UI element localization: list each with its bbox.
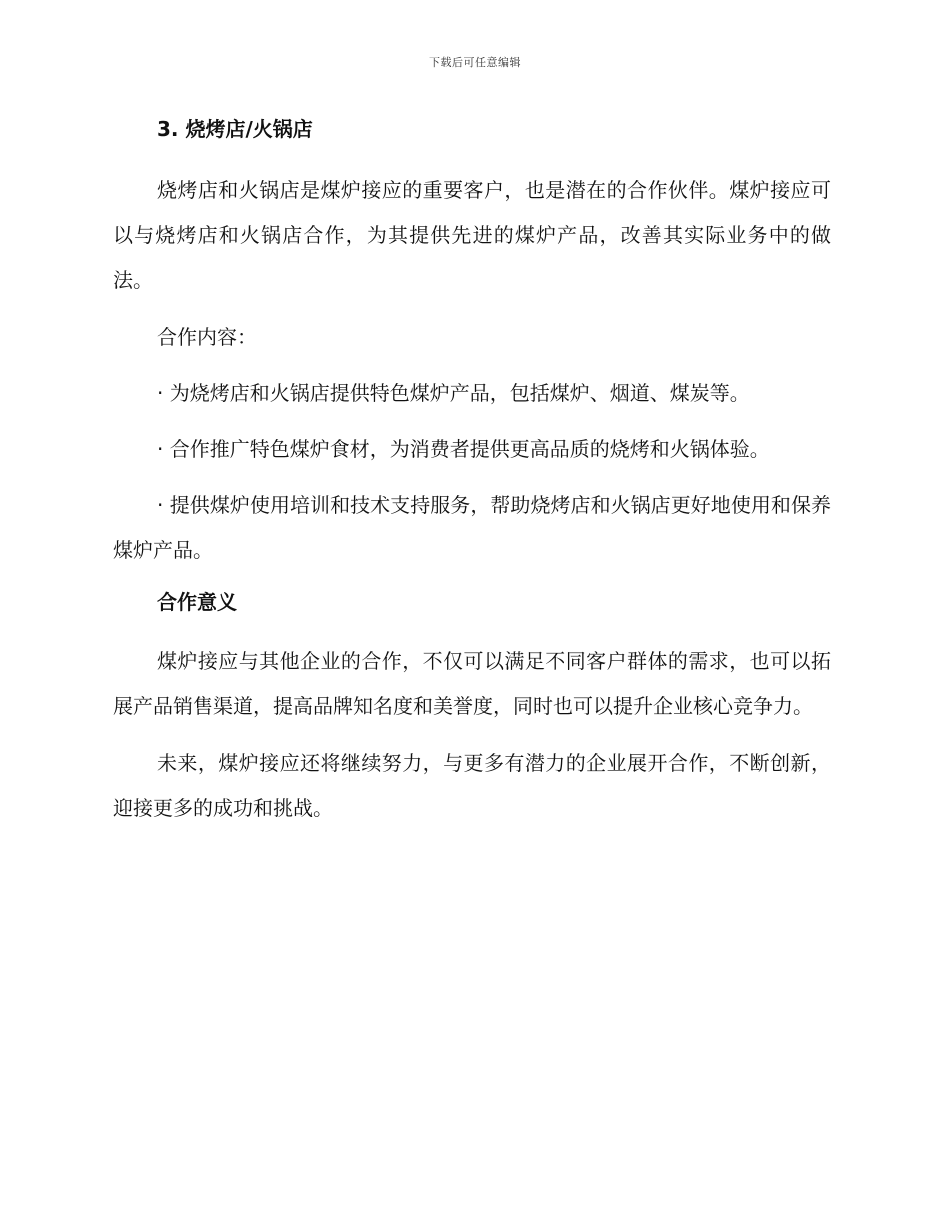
document-body	[113, 112, 831, 843]
future-paragraph: 未来，煤炉接应还将继续努力，与更多有潜力的企业展开合作，不断创新，迎接更多的成功和挑战。	[113, 751, 831, 820]
significance-paragraph: 煤炉接应与其他企业的合作，不仅可以满足不同客户群体的需求，也可以拓展产品销售渠道，提高品牌知名度和美誉度，同时也可以提升企业核心竞争力。	[113, 649, 831, 718]
significance-title: 合作意义	[157, 590, 237, 614]
cooperation-content-label: 合作内容：	[157, 325, 257, 349]
list-item: · 为烧烤店和火锅店提供特色煤炉产品，包括煤炉、烟道、煤炭等。	[157, 381, 750, 405]
list-item: · 合作推广特色煤炉食材，为消费者提供更高品质的烧烤和火锅体验。	[157, 437, 770, 461]
intro-paragraph: 烧烤店和火锅店是煤炉接应的重要客户，也是潜在的合作伙伴。煤炉接应可以与烧烤店和火锅店合作，为其提供先进的煤炉产品，改善其实际业务中的做法。	[113, 178, 831, 292]
list-item: · 提供煤炉使用培训和技术支持服务，帮助烧烤店和火锅店更好地使用和保养煤炉产品。	[113, 493, 831, 562]
section-title: 3. 烧烤店/火锅店	[157, 117, 313, 141]
page-header-note: 下载后可任意编辑	[429, 56, 521, 69]
